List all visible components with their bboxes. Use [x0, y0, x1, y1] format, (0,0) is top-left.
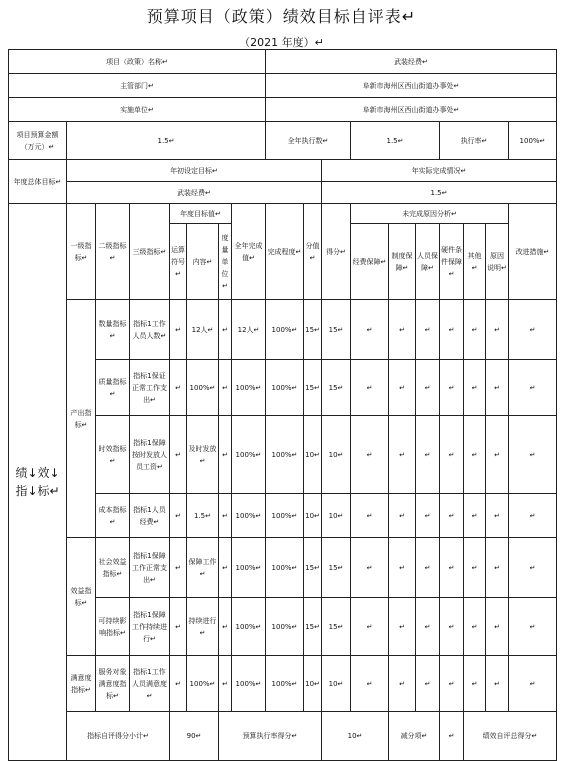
- annual-exec-label: 全年执行数↵: [266, 122, 351, 160]
- op-cell: ↵: [170, 360, 187, 416]
- project-name-value: 武装经费↵: [266, 50, 557, 74]
- completion-cell: 100%↵: [266, 656, 304, 712]
- col-unit: 度量单位↵: [219, 224, 232, 300]
- reason-cell: ↵: [351, 300, 389, 360]
- op-cell: ↵: [170, 656, 187, 712]
- budget-label: 项目预算金额（万元）↵: [9, 122, 67, 160]
- reason-cell: ↵: [464, 300, 486, 360]
- improve-cell: ↵: [509, 360, 557, 416]
- group-output: 产出指标↵: [67, 300, 96, 538]
- content-cell: 保障工作↵: [187, 538, 219, 598]
- weight-cell: 10↵: [304, 416, 322, 494]
- level2-cell: 服务对象满意度指标↵: [96, 656, 130, 712]
- improve-cell: ↵: [509, 538, 557, 598]
- actual-cell: 100%↵: [232, 598, 266, 656]
- table-row: [9, 538, 557, 598]
- unit-cell: ↵: [219, 360, 232, 416]
- reason-cell: ↵: [486, 416, 509, 494]
- completion-cell: 100%↵: [266, 598, 304, 656]
- improve-cell: ↵: [509, 494, 557, 538]
- level3-cell: 指标1保障工作持续进行↵: [130, 598, 170, 656]
- reason-cell: ↵: [351, 416, 389, 494]
- actual-goal-value: 1.5↵: [322, 182, 557, 204]
- reason-cell: ↵: [440, 360, 464, 416]
- reason-cell: ↵: [416, 598, 440, 656]
- table-row: [9, 656, 557, 712]
- project-name-label: 项目（政策）名称↵: [9, 50, 266, 74]
- score-cell: 10↵: [322, 416, 351, 494]
- reason-cell: ↵: [416, 494, 440, 538]
- score-cell: 15↵: [322, 360, 351, 416]
- col-completion: 完成程度↵: [266, 204, 304, 300]
- col-reason-system: 制度保障↵: [389, 224, 416, 300]
- col-content: 内容↵: [187, 224, 219, 300]
- col-reason-hardware: 硬件条件保障↵: [440, 224, 464, 300]
- reason-cell: ↵: [464, 416, 486, 494]
- reason-cell: ↵: [389, 416, 416, 494]
- reason-cell: ↵: [486, 494, 509, 538]
- weight-cell: 10↵: [304, 494, 322, 538]
- budget-rate-score-label: 预算执行率得分↵: [219, 712, 322, 761]
- level3-cell: 指标1工作人员满意度↵: [130, 656, 170, 712]
- reason-cell: ↵: [351, 538, 389, 598]
- reason-cell: ↵: [464, 494, 486, 538]
- reason-cell: ↵: [440, 416, 464, 494]
- content-cell: 12人↵: [187, 300, 219, 360]
- level2-cell: 数量指标↵: [96, 300, 130, 360]
- level3-cell: 指标1工作人员人数↵: [130, 300, 170, 360]
- dept-value: 阜新市海州区西山街道办事处↵: [266, 74, 557, 98]
- reason-cell: ↵: [389, 598, 416, 656]
- actual-cell: 100%↵: [232, 656, 266, 712]
- reason-cell: ↵: [351, 494, 389, 538]
- impl-unit-value: 阜新市海州区西山街道办事处↵: [266, 98, 557, 122]
- subtotal-value: 90↵: [170, 712, 219, 761]
- group-benefit: 效益指标↵: [67, 538, 96, 656]
- level2-cell: 可持续影响指标↵: [96, 598, 130, 656]
- improve-cell: ↵: [509, 656, 557, 712]
- col-actual: 全年完成值↵: [232, 204, 266, 300]
- unit-cell: ↵: [219, 416, 232, 494]
- content-cell: 100%↵: [187, 360, 219, 416]
- reason-cell: ↵: [416, 656, 440, 712]
- weight-cell: 15↵: [304, 360, 322, 416]
- level3-cell: 指标1保障工作正常支出↵: [130, 538, 170, 598]
- improve-cell: ↵: [509, 598, 557, 656]
- col-reason-staff: 人员保障↵: [416, 224, 440, 300]
- op-cell: ↵: [170, 416, 187, 494]
- col-level3: 三级指标↵: [130, 204, 170, 300]
- exec-rate-label: 执行率↵: [440, 122, 509, 160]
- op-cell: ↵: [170, 300, 187, 360]
- total-score-label: 绩效自评总得分↵: [464, 712, 557, 761]
- completion-cell: 100%↵: [266, 494, 304, 538]
- col-annual-target: 年度目标值↵: [170, 204, 232, 224]
- level2-cell: 时效指标↵: [96, 416, 130, 494]
- unit-cell: ↵: [219, 656, 232, 712]
- unit-cell: ↵: [219, 494, 232, 538]
- reason-cell: ↵: [416, 416, 440, 494]
- page-subtitle: （2021 年度）↵: [239, 36, 324, 49]
- reason-cell: ↵: [416, 360, 440, 416]
- score-cell: 10↵: [322, 656, 351, 712]
- col-weight: 分值↵: [304, 204, 322, 300]
- level2-cell: 成本指标↵: [96, 494, 130, 538]
- reason-cell: ↵: [464, 656, 486, 712]
- reason-cell: ↵: [389, 538, 416, 598]
- reason-cell: ↵: [486, 538, 509, 598]
- reason-cell: ↵: [389, 360, 416, 416]
- table-row: [9, 300, 557, 360]
- reason-cell: ↵: [486, 598, 509, 656]
- col-improve: 改进措施↵: [509, 204, 557, 300]
- budget-rate-score-value: 10↵: [322, 712, 389, 761]
- deduct-label: 减分项↵: [389, 712, 440, 761]
- content-cell: 及时发放↵: [187, 416, 219, 494]
- score-cell: 15↵: [322, 598, 351, 656]
- op-cell: ↵: [170, 598, 187, 656]
- weight-cell: 15↵: [304, 598, 322, 656]
- actual-cell: 12人↵: [232, 300, 266, 360]
- reason-cell: ↵: [464, 360, 486, 416]
- annual-exec-value: 1.5↵: [351, 122, 440, 160]
- reason-cell: ↵: [440, 598, 464, 656]
- reason-cell: ↵: [486, 360, 509, 416]
- indicator-group-label: 绩↓效↓指↓标↵: [9, 204, 67, 761]
- actual-cell: 100%↵: [232, 538, 266, 598]
- exec-rate-value: 100%↵: [509, 122, 557, 160]
- completion-cell: 100%↵: [266, 416, 304, 494]
- actual-cell: 100%↵: [232, 360, 266, 416]
- reason-cell: ↵: [440, 494, 464, 538]
- reason-cell: ↵: [486, 656, 509, 712]
- completion-cell: 100%↵: [266, 360, 304, 416]
- col-level1: 一级指标↵: [67, 204, 96, 300]
- completion-cell: 100%↵: [266, 538, 304, 598]
- set-goal-value: 武装经费↵: [67, 182, 322, 204]
- weight-cell: 15↵: [304, 300, 322, 360]
- level3-cell: 指标1保证正常工作支出↵: [130, 360, 170, 416]
- col-score: 得分↵: [322, 204, 351, 300]
- actual-cell: 100%↵: [232, 494, 266, 538]
- group-satisfaction: 满意度指标↵: [67, 656, 96, 712]
- col-reason-desc: 原因说明↵: [486, 224, 509, 300]
- reason-cell: ↵: [351, 598, 389, 656]
- level2-cell: 社会效益指标↵: [96, 538, 130, 598]
- col-level2: 二级指标↵: [96, 204, 130, 300]
- unit-cell: ↵: [219, 300, 232, 360]
- content-cell: 1.5↵: [187, 494, 219, 538]
- level3-cell: 指标1保障按时发放人员工资↵: [130, 416, 170, 494]
- deduct-value: ↵: [440, 712, 464, 761]
- reason-cell: ↵: [389, 656, 416, 712]
- reason-cell: ↵: [464, 598, 486, 656]
- weight-cell: 15↵: [304, 538, 322, 598]
- reason-cell: ↵: [440, 656, 464, 712]
- subtotal-label: 指标自评得分小计↵: [67, 712, 170, 761]
- reason-cell: ↵: [486, 300, 509, 360]
- improve-cell: ↵: [509, 300, 557, 360]
- score-cell: 15↵: [322, 538, 351, 598]
- overall-goal-label: 年度总体目标↵: [9, 160, 67, 204]
- op-cell: ↵: [170, 494, 187, 538]
- score-cell: 15↵: [322, 300, 351, 360]
- actual-cell: 100%↵: [232, 416, 266, 494]
- improve-cell: ↵: [509, 416, 557, 494]
- op-cell: ↵: [170, 538, 187, 598]
- unit-cell: ↵: [219, 598, 232, 656]
- actual-goal-label: 年实际完成情况↵: [322, 160, 557, 182]
- col-reasons: 未完成原因分析↵: [351, 204, 509, 224]
- budget-amount: 1.5↵: [67, 122, 266, 160]
- reason-cell: ↵: [351, 360, 389, 416]
- unit-cell: ↵: [219, 538, 232, 598]
- reason-cell: ↵: [389, 494, 416, 538]
- reason-cell: ↵: [440, 538, 464, 598]
- reason-cell: ↵: [351, 656, 389, 712]
- content-cell: 持续进行↵: [187, 598, 219, 656]
- reason-cell: ↵: [416, 300, 440, 360]
- completion-cell: 100%↵: [266, 300, 304, 360]
- reason-cell: ↵: [389, 300, 416, 360]
- evaluation-table: [8, 49, 557, 761]
- weight-cell: 10↵: [304, 656, 322, 712]
- col-reason-other: 其他↵: [464, 224, 486, 300]
- impl-unit-label: 实施单位↵: [9, 98, 266, 122]
- score-cell: 10↵: [322, 494, 351, 538]
- content-cell: 100%↵: [187, 656, 219, 712]
- set-goal-label: 年初设定目标↵: [67, 160, 322, 182]
- reason-cell: ↵: [416, 538, 440, 598]
- dept-label: 主管部门↵: [9, 74, 266, 98]
- level2-cell: 质量指标↵: [96, 360, 130, 416]
- reason-cell: ↵: [464, 538, 486, 598]
- col-reason-fund: 经费保障↵: [351, 224, 389, 300]
- page-title: 预算项目（政策）绩效目标自评表↵: [146, 7, 417, 26]
- col-op: 运算符号↵: [170, 224, 187, 300]
- level3-cell: 指标1人员经费↵: [130, 494, 170, 538]
- reason-cell: ↵: [440, 300, 464, 360]
